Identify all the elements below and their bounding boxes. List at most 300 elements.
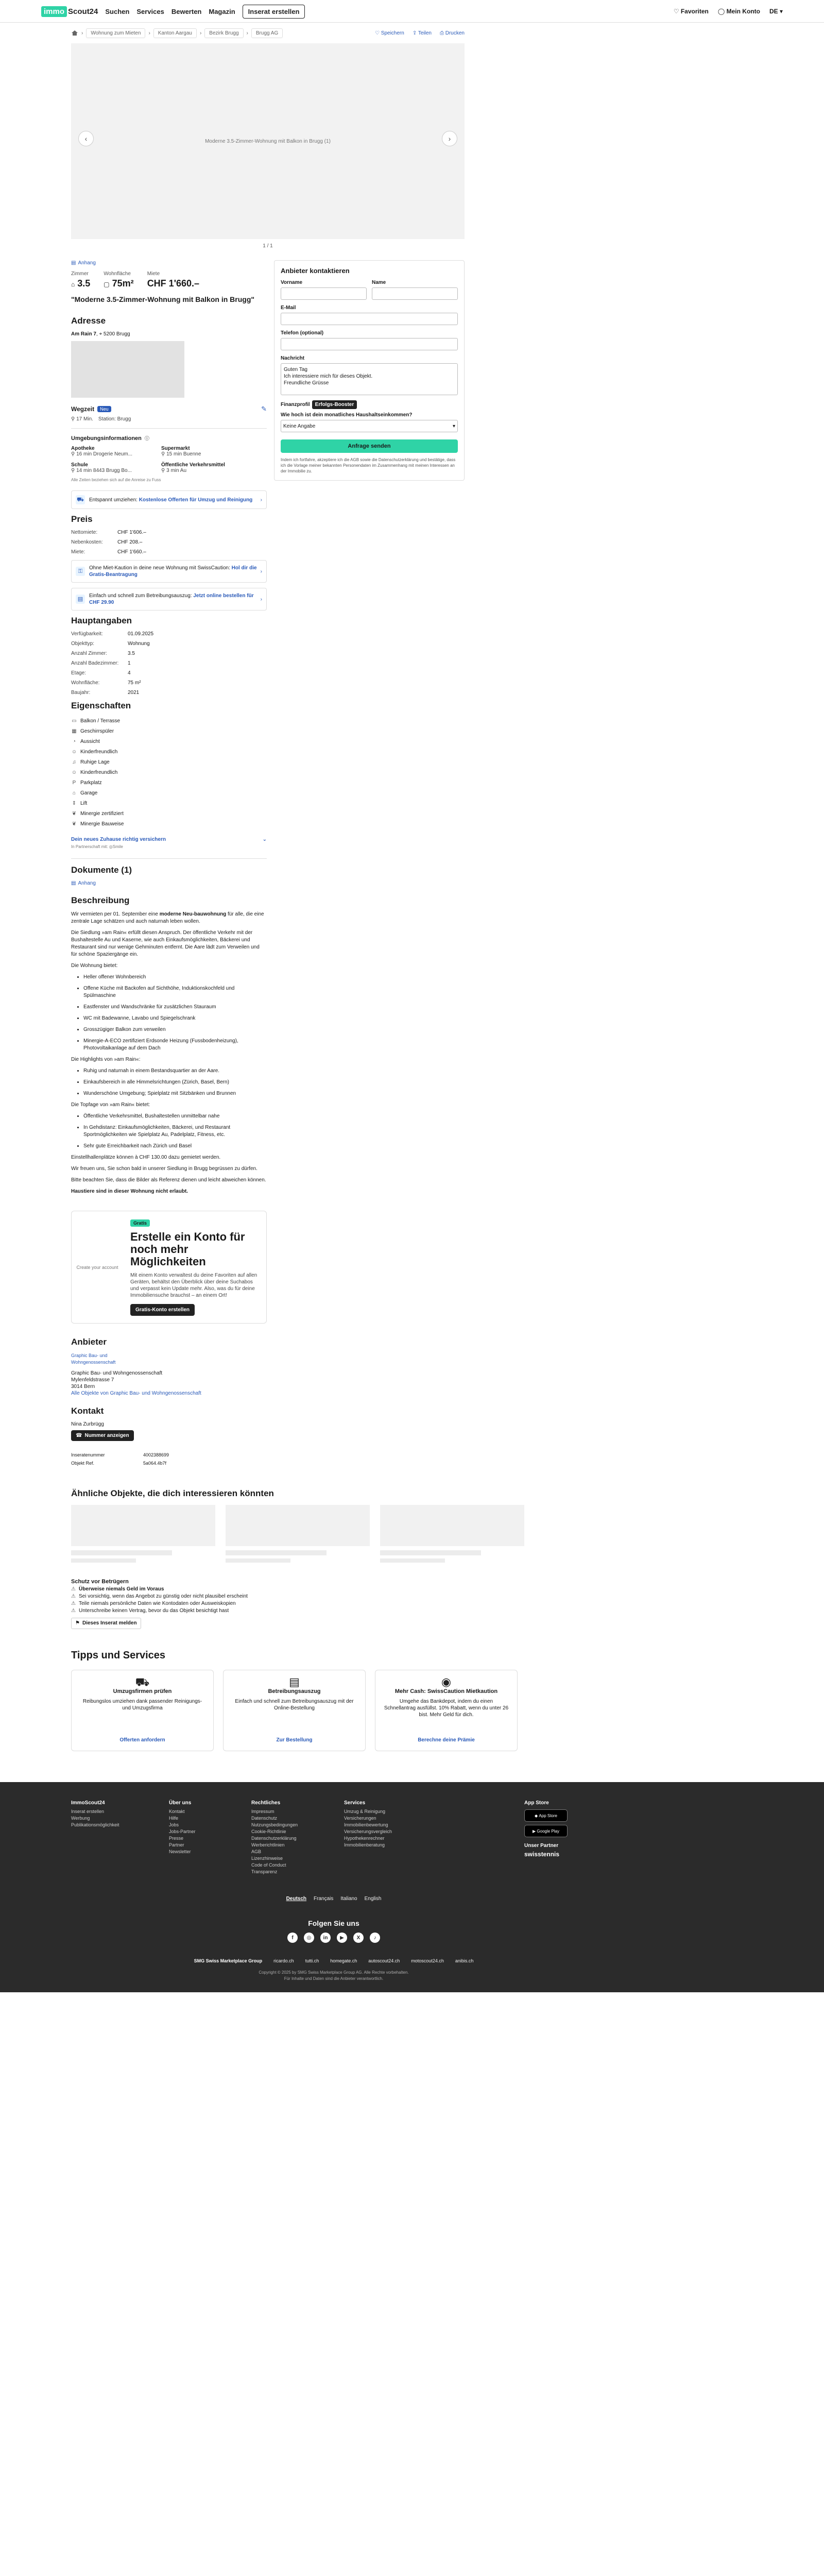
- income-selected: Keine Angabe: [283, 423, 316, 429]
- fraud-text: Unterschreibe keinen Vertrag, bevor du das Objekt besichtigt hast: [78, 1608, 229, 1614]
- footer-link[interactable]: Nutzungsbedingungen: [251, 1822, 298, 1827]
- id-key: Inseratenummer: [71, 1452, 105, 1458]
- account-label: Mein Konto: [726, 8, 760, 15]
- description: [71, 911, 267, 1195]
- chevron-down-icon: ⌄: [262, 837, 267, 842]
- provider-heading: Anbieter: [71, 1337, 107, 1347]
- text: moderne Neu-bauwohnung: [159, 911, 227, 917]
- provider-all-listings-link[interactable]: Alle Objekte von Graphic Bau- und Wohngenossenschaft: [71, 1391, 201, 1396]
- favorites-link[interactable]: [674, 8, 709, 15]
- document-icon: ▤: [71, 260, 76, 266]
- signup-image: [72, 1211, 123, 1323]
- route-station: Station: Brugg: [98, 416, 131, 422]
- quiet-icon: ♫: [72, 759, 76, 765]
- feature-label: Geschirrspüler: [80, 728, 114, 734]
- copyright: [71, 1970, 596, 1982]
- placeholder-line: [71, 1550, 172, 1555]
- price-table: [71, 530, 164, 555]
- first-name-label: Vorname: [281, 280, 303, 285]
- leaf-icon: ❦: [72, 811, 77, 817]
- data-key: Anzahl Badezimmer:: [71, 660, 119, 666]
- contact-heading: Kontakt: [71, 1406, 104, 1416]
- feature-item: [71, 788, 267, 799]
- nav-item-services[interactable]: Services: [136, 7, 164, 15]
- user-icon: ◯: [717, 8, 725, 15]
- email-field[interactable]: [281, 313, 458, 325]
- similar-heading: Ähnliche Objekte, die dich interessieren könnten: [71, 1488, 274, 1498]
- print-button[interactable]: [440, 30, 465, 36]
- footer-link[interactable]: Versicherungen: [344, 1816, 376, 1821]
- tab-finance-profile[interactable]: Finanzprofil: [281, 402, 310, 408]
- route-heading: Wegzeit: [71, 405, 95, 413]
- price-heading: Preis: [71, 514, 93, 524]
- footer-link[interactable]: Datenschutz: [251, 1816, 278, 1821]
- placeholder-image: [226, 1505, 370, 1546]
- lang-en[interactable]: English: [364, 1896, 382, 1902]
- phone-label: Telefon (optional): [281, 330, 324, 336]
- footer-col: [169, 1800, 231, 1875]
- feature-item: [71, 757, 267, 768]
- heart-icon: ♡: [375, 30, 380, 36]
- lang-it[interactable]: Italiano: [340, 1896, 357, 1902]
- breadcrumb-item[interactable]: Brugg AG: [251, 28, 283, 38]
- feature-item: [71, 809, 267, 819]
- list-item: • Minergie-A-ECO zertifiziert Erdsonde Heizung (Fussbodenheizung), Photovoltaikanlage auf dem Dach: [83, 1038, 267, 1052]
- text: für alle, die eine zentrale Lage schätzen und auch naturnah leben wollen.: [71, 911, 264, 924]
- tiktok-icon[interactable]: ♪: [370, 1933, 380, 1943]
- data-key: Verfügbarkeit:: [71, 631, 103, 637]
- footer-col-heading: Services: [344, 1800, 366, 1806]
- similar-listings: [71, 1505, 596, 1563]
- insurance-link: Dein neues Zuhause richtig versichern: [71, 837, 166, 842]
- feature-item: [71, 778, 267, 788]
- phone-icon: ☎: [76, 1433, 82, 1438]
- signup-card: [71, 1211, 267, 1324]
- app-store-label: App Store: [539, 1813, 557, 1818]
- footer-link[interactable]: Newsletter: [169, 1849, 191, 1854]
- child-icon: ☺: [71, 770, 77, 775]
- footer-link[interactable]: Jobs-Partner: [169, 1829, 196, 1834]
- follow-heading: Folgen Sie uns: [308, 1919, 359, 1927]
- footer-col: [251, 1800, 323, 1875]
- chevron-down-icon: ▾: [452, 423, 455, 429]
- surroundings-note: Alle Zeiten beziehen sich auf die Anreise zu Fuss: [71, 478, 161, 482]
- footer-link[interactable]: Impressum: [251, 1809, 274, 1814]
- rooms-value: 3.5: [77, 278, 91, 289]
- footer-link[interactable]: Lizenzhinweise: [251, 1856, 283, 1861]
- route-info: [71, 416, 267, 422]
- data-value: Wohnung: [128, 641, 150, 647]
- tip-link[interactable]: Zur Bestellung: [276, 1737, 313, 1743]
- footer-link[interactable]: Werberichtlinien: [251, 1842, 285, 1848]
- list-item: • Offene Küche mit Backofen auf Sichthöhe, Induktionskochfeld und Spülmaschine: [83, 985, 267, 999]
- last-name-field[interactable]: [372, 287, 458, 300]
- parking-icon: P: [72, 780, 76, 786]
- id-value: 5a064.4b7f: [143, 1461, 167, 1466]
- elevator-icon: ⇕: [72, 801, 77, 806]
- insurance-accordion[interactable]: [71, 837, 267, 842]
- surrounding-item: [71, 462, 156, 473]
- data-key: Baujahr:: [71, 690, 91, 696]
- key-facts: [71, 271, 267, 289]
- data-key: Etage:: [71, 670, 86, 676]
- surrounding-value: 15 min Buenne: [166, 451, 201, 457]
- footer-link[interactable]: Transparenz: [251, 1869, 278, 1874]
- group-link[interactable]: anibis.ch: [455, 1958, 474, 1963]
- warning-icon: ⚠: [71, 1601, 76, 1606]
- divider: [71, 858, 267, 859]
- promo-link: Kostenlose Offerten für Umzug und Reinigung: [139, 497, 253, 503]
- placeholder-line: [226, 1550, 327, 1555]
- breadcrumb-item[interactable]: Wohnung zum Mieten: [86, 28, 145, 38]
- group-name: SMG Swiss Marketplace Group: [194, 1958, 263, 1963]
- placeholder-line: [226, 1558, 290, 1563]
- breadcrumb-item[interactable]: Kanton Aargau: [153, 28, 197, 38]
- child-icon: ☺: [71, 749, 77, 755]
- message-field[interactable]: Guten Tag Ich interessiere mich für dieses Objekt. Freundliche Grüsse: [281, 363, 458, 395]
- rooms-label: Zimmer: [71, 271, 89, 277]
- data-key: Objekttyp:: [71, 641, 95, 647]
- attachment-link[interactable]: [71, 260, 267, 266]
- list-item: • Grosszügiger Balkon zum verweilen: [83, 1026, 267, 1033]
- tip-title: Betreibungsauszug: [268, 1688, 321, 1694]
- divider: [71, 428, 267, 429]
- logo-box: immo: [41, 6, 67, 17]
- walk-icon: ⚲: [71, 451, 75, 457]
- footer-columns: [71, 1800, 596, 1875]
- tip-card[interactable]: [71, 1670, 214, 1751]
- address-street: Am Rain 7: [71, 331, 96, 337]
- save-label: Speichern: [381, 30, 404, 36]
- footer-col: [344, 1800, 426, 1875]
- image-gallery[interactable]: [71, 43, 465, 239]
- gallery-next-button[interactable]: [442, 131, 457, 146]
- placeholder-image: [71, 1505, 215, 1546]
- rent-value: CHF 1'660.–: [147, 278, 200, 289]
- list-item: • Öffentliche Verkehrsmittel, Bushaltestellen unmittelbar nahe: [83, 1113, 267, 1120]
- footer-link[interactable]: Hypothekenrechner: [344, 1836, 385, 1841]
- save-button[interactable]: [375, 30, 404, 36]
- placeholder-line: [380, 1558, 445, 1563]
- tip-text: Einfach und schnell zum Betreibungsauszug mit der Online-Bestellung: [235, 1699, 354, 1711]
- last-name-label: Name: [372, 280, 386, 285]
- garage-icon: ⌂: [72, 790, 76, 796]
- attachment-label: Anhang: [78, 260, 96, 266]
- footer-link[interactable]: Code of Conduct: [251, 1862, 286, 1868]
- description-list: [83, 974, 267, 1052]
- similar-card-placeholder[interactable]: [226, 1505, 370, 1563]
- dishwasher-icon: ▦: [72, 728, 77, 734]
- document-link-label: Anhang: [78, 880, 96, 886]
- language-label: DE: [769, 8, 778, 15]
- surrounding-value: 14 min 8443 Brugg Bo...: [76, 468, 132, 473]
- facebook-icon[interactable]: f: [287, 1933, 298, 1943]
- footer-link[interactable]: Partner: [169, 1842, 184, 1848]
- footer-link[interactable]: Datenschutzerklärung: [251, 1836, 297, 1841]
- favorites-label: Favoriten: [680, 8, 709, 15]
- list-item: • Eastfenster und Wandschränke für zusätzlichen Stauraum: [83, 1004, 267, 1011]
- account-link[interactable]: [718, 8, 760, 15]
- play-icon: ▶: [533, 1828, 536, 1834]
- signup-text: Mit einem Konto verwaltest du deine Favoriten auf allen Geräten, behältst den Überblick über deine Suchabos und verpasst kein Update mehr. Also, was du für deine Immobiliensuche brauchst – an einem Ort!: [130, 1273, 258, 1298]
- feature-item: [71, 747, 267, 757]
- area-value: 75m²: [112, 278, 134, 289]
- surrounding-label: Supermarkt: [161, 446, 190, 451]
- description-paragraph: Die Siedlung »am Rain« erfüllt diesen Anspruch. Der öffentliche Verkehr mit der Bushaltestelle Au und Kaserne, wie auch Einkaufsmöglichkeiten, Bäckerei und Restaurant sind nur wenige Gehminuten entfernt. Die Aare lädt zum Verweilen und für schöne Spaziergänge ein.: [71, 930, 260, 957]
- group-link[interactable]: ricardo.ch: [273, 1958, 294, 1963]
- data-key: Wohnfläche:: [71, 680, 100, 686]
- apps-heading: App Store: [524, 1800, 549, 1806]
- chevron-down-icon: ▾: [779, 8, 783, 15]
- footer-link[interactable]: Presse: [169, 1836, 184, 1841]
- document-icon: ▤: [289, 1675, 300, 1688]
- feature-label: Kinderfreundlich: [80, 770, 118, 775]
- signup-title: Erstelle ein Konto für noch mehr Möglichkeiten: [130, 1230, 245, 1268]
- list-item: • Sehr gute Erreichbarkeit nach Zürich und Basel: [83, 1143, 267, 1150]
- rooms-icon: ⌂: [71, 281, 75, 288]
- x-icon[interactable]: X: [353, 1933, 364, 1943]
- data-value: 4: [128, 670, 131, 676]
- footer-link[interactable]: Publikationsmöglichkeit: [71, 1822, 119, 1827]
- rent-label: Miete: [147, 271, 160, 277]
- provider-street: Mylenfeldstrasse 7: [71, 1377, 114, 1383]
- footer-link[interactable]: Immobilienbewertung: [344, 1822, 388, 1827]
- message-label: Nachricht: [281, 355, 305, 361]
- route-time: 17 Min.: [76, 416, 93, 422]
- listing-ids: [71, 1452, 226, 1466]
- fraud-item: [71, 1600, 267, 1607]
- footer-link[interactable]: Kontakt: [169, 1809, 185, 1814]
- piggy-bank-icon: ◉: [441, 1675, 452, 1688]
- edit-icon[interactable]: ✎: [261, 405, 267, 413]
- report-listing-button[interactable]: [71, 1618, 141, 1629]
- footer-link[interactable]: Versicherungsvergleich: [344, 1829, 392, 1834]
- footer-col: [71, 1800, 148, 1875]
- tip-link[interactable]: Offerten anfordern: [119, 1737, 165, 1743]
- document-icon: ▤: [71, 880, 76, 886]
- show-number-button[interactable]: [71, 1430, 134, 1441]
- footer-link[interactable]: Werbung: [71, 1816, 90, 1821]
- main-nav: [105, 5, 305, 19]
- id-key: Objekt Ref.: [71, 1461, 95, 1466]
- data-value: 3.5: [128, 651, 135, 656]
- tip-text: Umgehe das Bankdepot, indem du einen Schnellantrag ausfüllst. 10% Rabatt, wenn du unter 26 bist. Mehr Geld für dich.: [384, 1699, 509, 1718]
- send-request-button[interactable]: Anfrage senden: [281, 439, 458, 453]
- description-list: [83, 1113, 267, 1150]
- lang-de[interactable]: Deutsch: [286, 1896, 307, 1902]
- description-paragraph: Wir freuen uns, Sie schon bald in unserer Siedlung in Brugg begrüssen zu dürfen.: [71, 1166, 258, 1172]
- nav-item-magazin[interactable]: Magazin: [209, 7, 235, 15]
- promo-debt-extract[interactable]: [71, 588, 267, 611]
- address: Am Rain 7, ⌖ 5200 Brugg: [71, 331, 130, 337]
- youtube-icon[interactable]: ▶: [337, 1933, 347, 1943]
- id-value: 4002388699: [143, 1452, 169, 1458]
- phone-field[interactable]: [281, 338, 458, 350]
- description-paragraph: Die Highlights von »am Rain«:: [71, 1057, 141, 1062]
- footer-col-heading: ImmoScout24: [71, 1800, 105, 1806]
- app-store-badge[interactable]: [524, 1809, 568, 1822]
- surrounding-item: [71, 446, 156, 457]
- data-key: Anzahl Zimmer:: [71, 651, 108, 656]
- site-footer: [0, 1782, 824, 1992]
- price-key: Miete:: [71, 549, 85, 555]
- show-number-label: Nummer anzeigen: [84, 1433, 129, 1438]
- feature-item: [71, 768, 267, 778]
- list-item: • Einkaufsbereich in alle Himmelsrichtungen (Zürich, Basel, Bern): [83, 1079, 267, 1086]
- free-badge: Gratis: [130, 1219, 150, 1227]
- group-link[interactable]: autoscout24.ch: [368, 1958, 400, 1963]
- footer-col-heading: Über uns: [169, 1800, 192, 1806]
- footer-link[interactable]: Hilfe: [169, 1816, 179, 1821]
- chevron-right-icon: ›: [448, 134, 451, 143]
- balcony-icon: ▭: [72, 718, 77, 724]
- similar-card-placeholder[interactable]: [71, 1505, 215, 1563]
- price-value: CHF 1'660.–: [117, 549, 146, 555]
- copyright-line: Copyright © 2025 by SMG Swiss Marketplace Group AG. Alle Rechte vorbehalten.: [259, 1970, 409, 1975]
- fraud-protection: [71, 1578, 267, 1629]
- description-paragraph: [71, 911, 267, 925]
- first-name-field[interactable]: [281, 287, 367, 300]
- footer-link[interactable]: Immobilienberatung: [344, 1842, 385, 1848]
- map[interactable]: [71, 341, 184, 398]
- instagram-icon[interactable]: ◎: [304, 1933, 314, 1943]
- feature-label: Lift: [80, 801, 88, 806]
- feature-label: Kinderfreundlich: [80, 749, 118, 755]
- promo-moving[interactable]: [71, 490, 267, 509]
- home-icon[interactable]: [71, 29, 78, 37]
- description-heading: Beschreibung: [71, 895, 130, 905]
- email-label: E-Mail: [281, 305, 296, 311]
- warning-icon: ⚠: [71, 1594, 76, 1599]
- income-select[interactable]: [281, 420, 458, 432]
- provider: [71, 1352, 267, 1397]
- leaf-icon: ❦: [72, 821, 77, 827]
- features-list: [71, 716, 267, 829]
- description-paragraph: Die Topfage von »am Rain« bietet:: [71, 1102, 150, 1108]
- provider-logo[interactable]: Graphic Bau- und Wohngenossenschaft: [71, 1353, 116, 1365]
- contact-form-heading: Anbieter kontaktieren: [281, 267, 350, 275]
- group-link[interactable]: tutti.ch: [305, 1958, 319, 1963]
- documents-heading: Dokumente (1): [71, 865, 132, 875]
- list-item: • In Gehdistanz: Einkaufsmöglichkeiten, Bäckerei, und Restaurant Sportmöglichkeiten wie Spielplatz Au, Padelplatz, Fitness, etc.: [83, 1124, 267, 1139]
- footer-link[interactable]: Jobs: [169, 1822, 179, 1827]
- feature-label: Minergie Bauweise: [80, 821, 124, 827]
- google-play-label: Google Play: [537, 1828, 559, 1834]
- surrounding-label: Apotheke: [71, 446, 95, 451]
- chevron-right-icon: ›: [260, 596, 262, 602]
- group-link[interactable]: motoscout24.ch: [411, 1958, 444, 1963]
- tip-title: Umzugsfirmen prüfen: [113, 1688, 172, 1694]
- contact-name: Nina Zurbrügg: [71, 1421, 104, 1427]
- language-switcher: [71, 1896, 596, 1902]
- placeholder-line: [71, 1558, 136, 1563]
- footer-link[interactable]: Inserat erstellen: [71, 1809, 105, 1814]
- tip-link[interactable]: Berechne deine Prämie: [418, 1737, 475, 1743]
- document-attachment-link[interactable]: [71, 880, 267, 886]
- partner-logo[interactable]: swisstennis: [524, 1851, 560, 1858]
- google-play-badge[interactable]: [524, 1825, 568, 1837]
- nav-item-suchen[interactable]: Suchen: [105, 7, 130, 15]
- price-key: Nebenkosten:: [71, 539, 103, 545]
- logo-text: Scout24: [68, 7, 98, 16]
- price-value: CHF 1'606.–: [117, 530, 146, 535]
- partner-heading: Unser Partner: [524, 1843, 559, 1849]
- tips-services: [71, 1670, 596, 1751]
- tip-card[interactable]: [223, 1670, 366, 1751]
- walk-icon: ⚲: [161, 468, 165, 473]
- logo[interactable]: [41, 6, 98, 17]
- feature-item: [71, 716, 267, 726]
- report-label: Dieses Inserat melden: [82, 1620, 137, 1626]
- feature-label: Parkplatz: [80, 780, 102, 786]
- promo-text: Ohne Miet-Kaution in deine neue Wohnung mit SwissCaution:: [89, 565, 232, 571]
- promo-text: Entspannt umziehen:: [89, 497, 139, 503]
- chevron-right-icon: ›: [260, 497, 262, 503]
- text: Haustiere sind in dieser Wohnung nicht erlaubt.: [71, 1189, 188, 1194]
- surroundings-heading: Umgebungsinformationen: [71, 435, 142, 442]
- surroundings-grid: [71, 446, 246, 473]
- app-links: [524, 1800, 596, 1875]
- share-label: Teilen: [418, 30, 432, 36]
- footer-link[interactable]: AGB: [251, 1849, 262, 1854]
- feature-label: Ruhige Lage: [80, 759, 110, 765]
- footer-link[interactable]: Umzug & Reinigung: [344, 1809, 386, 1814]
- language-select[interactable]: [769, 8, 783, 15]
- tip-card[interactable]: [375, 1670, 518, 1751]
- tip-text: Reibungslos umziehen dank passender Reinigungs- und Umzugsfirma: [82, 1699, 202, 1711]
- tip-title: Mehr Cash: SwissCaution Mietkaution: [394, 1688, 498, 1694]
- gallery-prev-button[interactable]: [78, 131, 94, 146]
- feature-label: Minergie zertifiziert: [80, 811, 124, 817]
- warning-icon: ⚠: [71, 1608, 76, 1614]
- flag-icon: ⚑: [75, 1620, 80, 1626]
- group-link[interactable]: homegate.ch: [330, 1958, 357, 1963]
- heart-icon: ♡: [673, 8, 679, 15]
- insert-listing-button[interactable]: Inserat erstellen: [243, 5, 305, 19]
- linkedin-icon[interactable]: in: [320, 1933, 331, 1943]
- site-header: [0, 0, 824, 23]
- promo-link: Jetzt online bestellen für CHF 29.90: [89, 593, 254, 605]
- text: Wir vermieten per 01. September eine: [71, 911, 160, 917]
- lang-fr[interactable]: Français: [314, 1896, 334, 1902]
- list-item: • Heller offener Wohnbereich: [83, 974, 267, 981]
- legal-fine-print: Indem ich fortfahre, akzeptiere ich die AGB sowie die Datenschutzerklärung und bestätige, dass ich die Vorlage meiner bekannten Personendaten im Zusammenhang mit meinen Interessen an der Immobilie zu.: [281, 457, 456, 473]
- breadcrumb-item[interactable]: Bezirk Brugg: [204, 28, 243, 38]
- share-icon: ⇪: [412, 30, 417, 36]
- list-item: • Ruhig und naturnah in einem Bestandsquartier an der Aare.: [83, 1067, 267, 1075]
- fraud-heading: Schutz vor Betrügern: [71, 1579, 129, 1585]
- view-icon: ◔: [72, 739, 76, 744]
- info-icon[interactable]: ⓘ: [144, 436, 149, 441]
- similar-card-placeholder[interactable]: [380, 1505, 524, 1563]
- promo-caution[interactable]: [71, 560, 267, 583]
- description-list: [83, 1067, 267, 1097]
- income-question: Wie hoch ist dein monatliches Haushaltseinkommen?: [281, 412, 413, 418]
- provider-name: Graphic Bau- und Wohngenossenschaft: [71, 1370, 163, 1376]
- footer-link[interactable]: Cookie-Richtlinie: [251, 1829, 286, 1834]
- tab-success-booster[interactable]: Erfolgs-Booster: [312, 400, 357, 409]
- create-account-button[interactable]: Gratis-Konto erstellen: [130, 1304, 195, 1316]
- share-button[interactable]: [413, 30, 432, 36]
- feature-item: [71, 799, 267, 809]
- price-value: CHF 208.–: [117, 539, 143, 545]
- nav-item-bewerten[interactable]: Bewerten: [171, 7, 202, 15]
- surrounding-label: Öffentliche Verkehrsmittel: [161, 462, 225, 468]
- main-data-heading: Hauptangaben: [71, 616, 132, 625]
- insurance-partner: In Partnerschaft mit: ◎Smile: [71, 844, 123, 849]
- fraud-text: Sei vorsichtig, wenn das Angebot zu günstig oder nicht plausibel erscheint: [78, 1594, 248, 1599]
- area-label: Wohnfläche: [104, 271, 131, 277]
